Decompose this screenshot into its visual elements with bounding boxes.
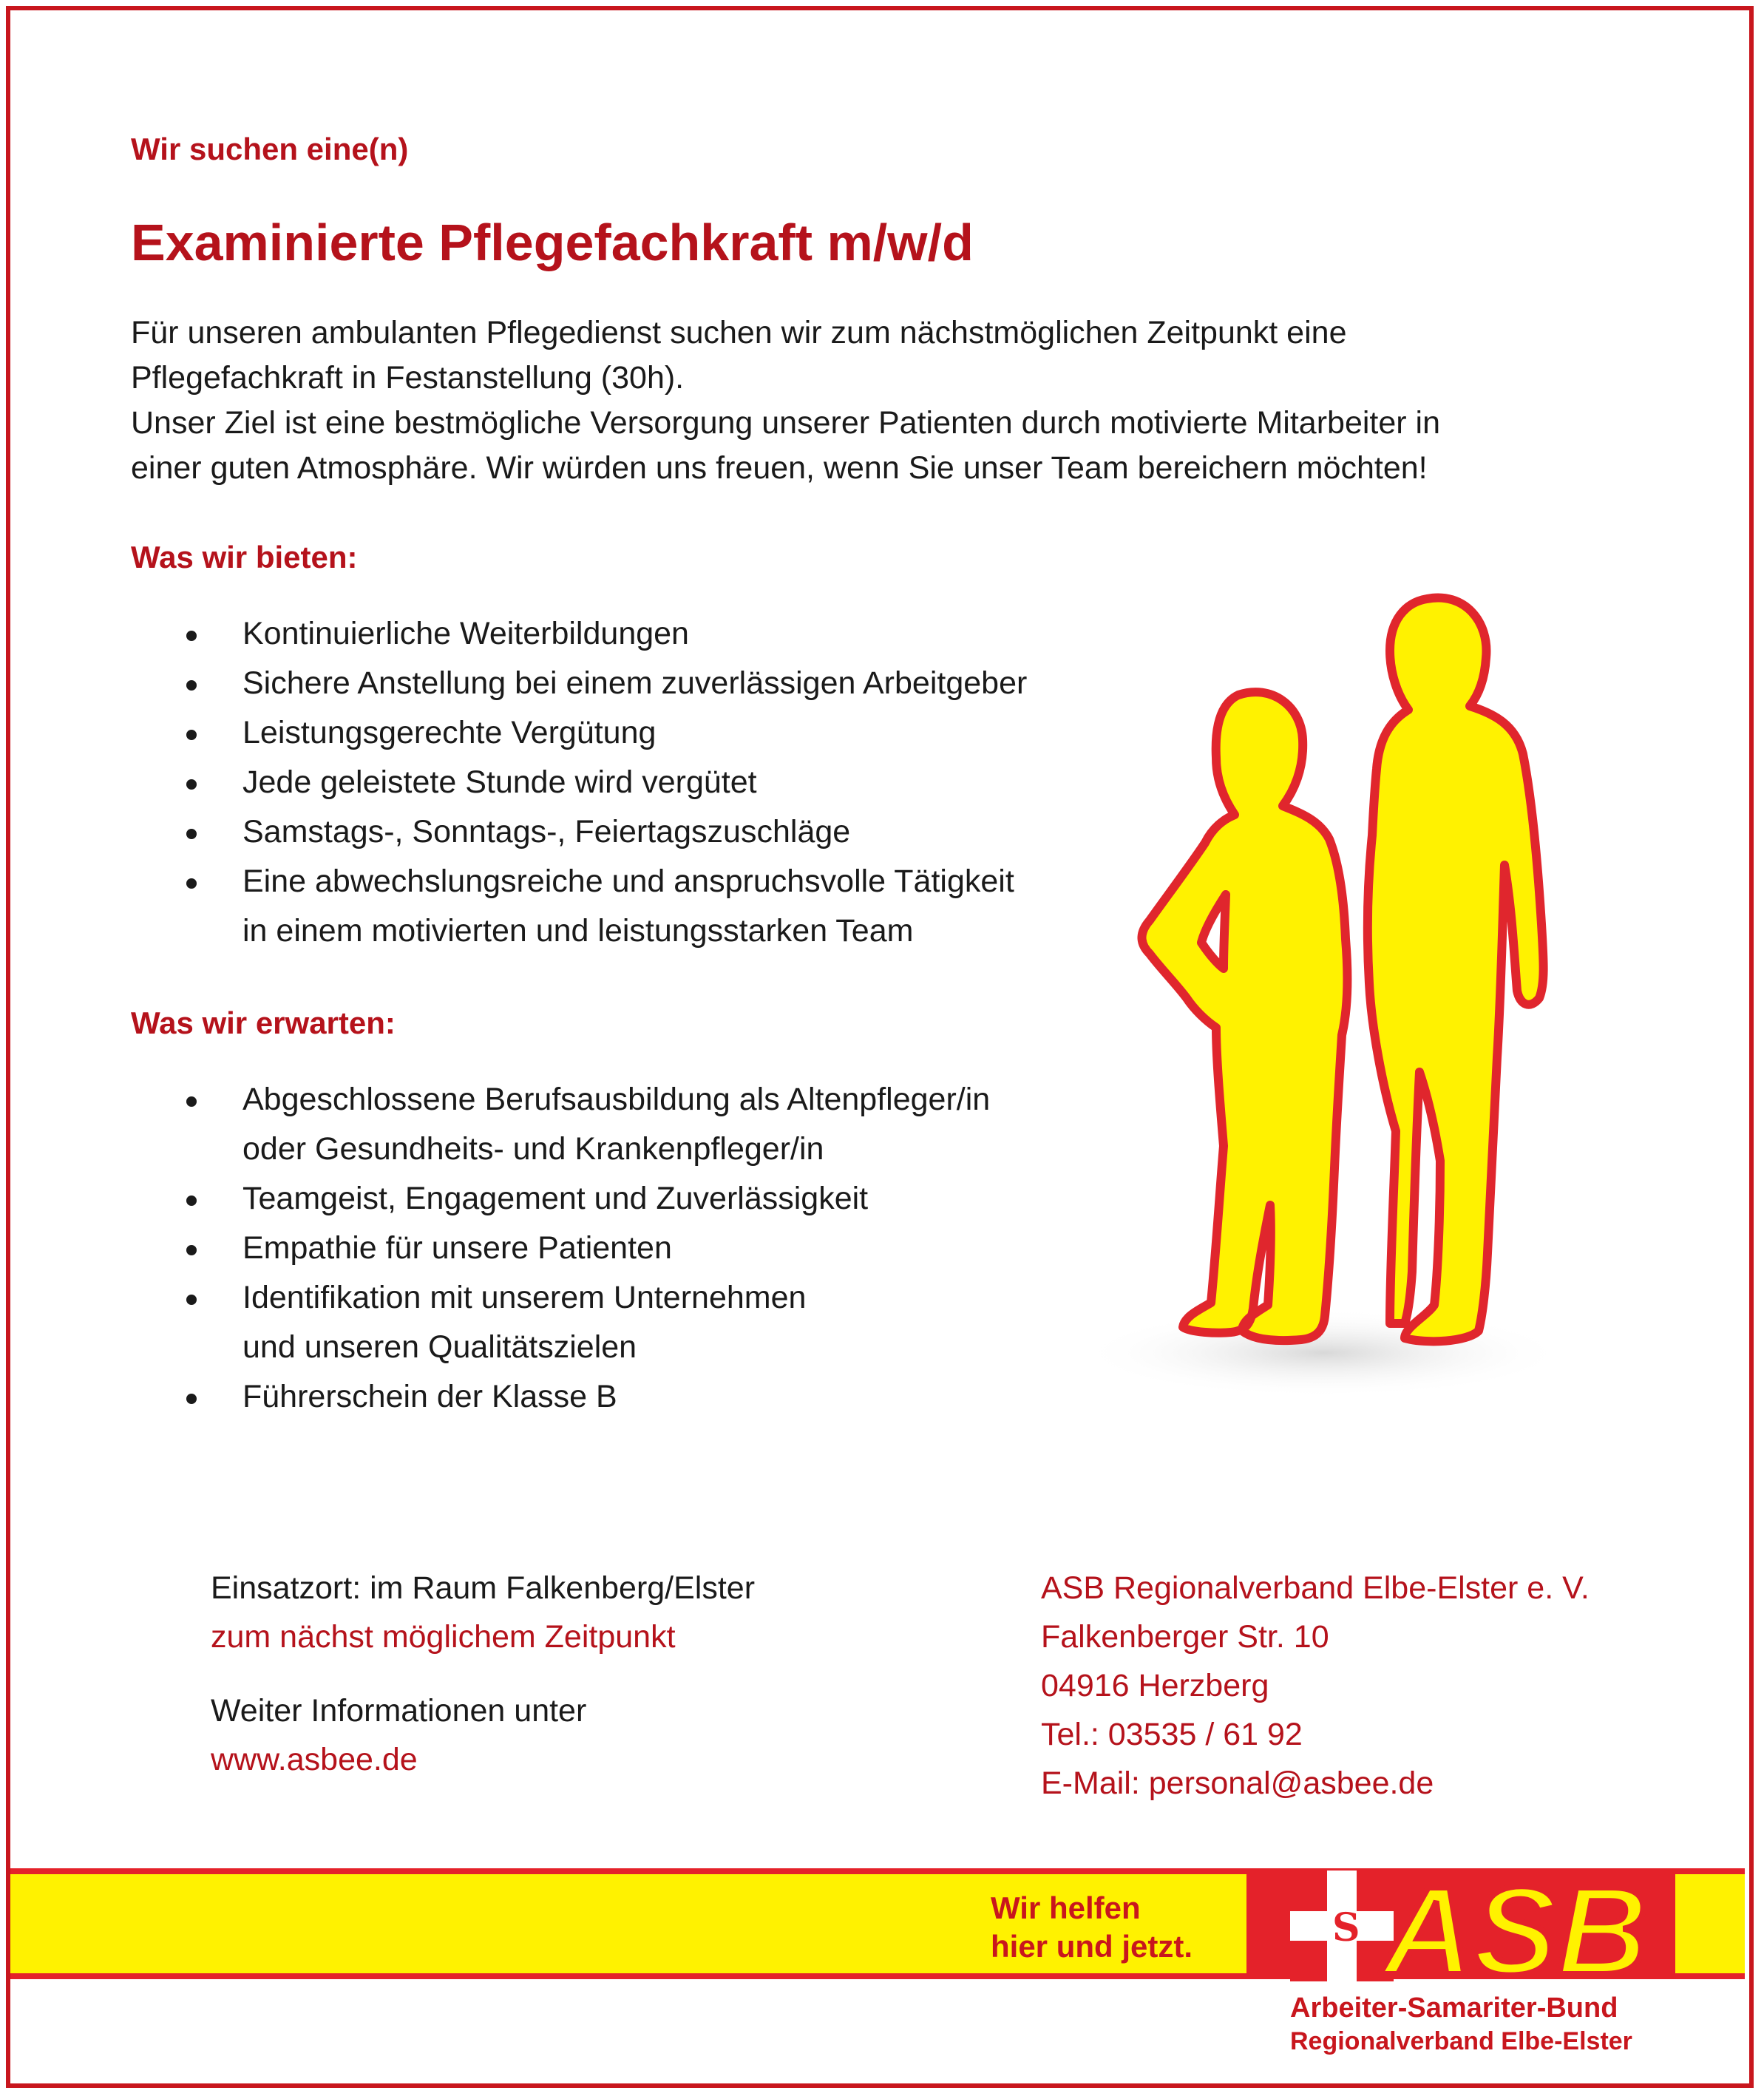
slogan [991,1889,1193,1966]
list-item [185,857,1109,956]
street-address: Falkenberger Str. 10 [1041,1619,1329,1655]
description-line: Unser Ziel ist eine bestmögliche Versorgung unserer Patienten durch motivierte Mitarbeiter in [131,405,1441,441]
description-line: Pflegefachkraft in Festanstellung (30h). [131,360,685,396]
description-line: einer guten Atmosphäre. Wir würden uns freuen, wenn Sie unser Team bereichern möchten! [131,450,1428,486]
list-item-line: oder Gesundheits- und Krankenpfleger/in [242,1131,824,1167]
footer-left [211,1564,755,1784]
email-address[interactable]: E-Mail: personal@asbee.de [1041,1766,1434,1801]
phone-number: Tel.: 03535 / 61 92 [1041,1717,1303,1752]
description-line: Für unseren ambulanten Pflegedienst suchen wir zum nächstmöglichen Zeitpunkt eine [131,315,1347,350]
list-item-line: Eine abwechslungsreiche und anspruchsvolle Tätigkeit [242,864,1014,899]
woman-silhouette [1141,692,1347,1340]
offer-list [185,609,1109,956]
offer-heading: Was wir bieten: [131,540,358,574]
list-item: Leistungsgerechte Vergütung [185,708,1109,758]
slogan-line: hier und jetzt. [991,1929,1193,1964]
list-item: Führerschein der Klasse B [185,1372,1109,1422]
org-full-name: Arbeiter-Samariter-Bund [1290,1992,1618,2024]
expect-heading: Was wir erwarten: [131,1005,396,1040]
start-text: zum nächst möglichem Zeitpunkt [211,1619,676,1655]
list-item-line: und unseren Qualitätszielen [242,1329,637,1365]
list-item [185,1273,1109,1372]
org-name: ASB Regionalverband Elbe-Elster e. V. [1041,1570,1590,1606]
list-item: Kontinuierliche Weiterbildungen [185,609,1109,659]
list-item-line: in einem motivierten und leistungsstarken Team [242,913,914,949]
list-item-line: Identifikation mit unserem Unternehmen [242,1280,807,1315]
list-item: Empathie für unsere Patienten [185,1224,1109,1273]
list-item: Jede geleistete Stunde wird vergütet [185,758,1109,807]
people-silhouette-icon [1079,584,1597,1397]
asb-cross-logo-icon [1286,1863,1671,1989]
job-description [131,311,1573,491]
list-item: Sichere Anstellung bei einem zuverlässigen Arbeitgeber [185,659,1109,708]
location-text: Einsatzort: im Raum Falkenberg/Elster [211,1570,756,1606]
list-item-line: Abgeschlossene Berufsausbildung als Altenpfleger/in [242,1082,991,1117]
org-region: Regionalverband Elbe-Elster [1290,2027,1632,2055]
list-item [185,1075,1109,1174]
list-item: Teamgeist, Engagement und Zuverlässigkeit [185,1174,1109,1224]
intro-label: Wir suchen eine(n) [131,132,409,166]
slogan-line: Wir helfen [991,1890,1141,1925]
contact-block [1041,1564,1590,1808]
list-item: Samstags-, Sonntags-, Feiertagszuschläge [185,807,1109,857]
man-silhouette [1368,597,1544,1341]
more-info-text: Weiter Informationen unter [211,1693,587,1729]
svg-text:S: S [1332,1905,1360,1950]
website-link[interactable]: www.asbee.de [211,1742,418,1777]
city-address: 04916 Herzberg [1041,1668,1269,1703]
expect-list [185,1075,1109,1422]
job-title: Examinierte Pflegefachkraft m/w/d [131,214,974,271]
logo-text: ASB [1383,1863,1648,1989]
